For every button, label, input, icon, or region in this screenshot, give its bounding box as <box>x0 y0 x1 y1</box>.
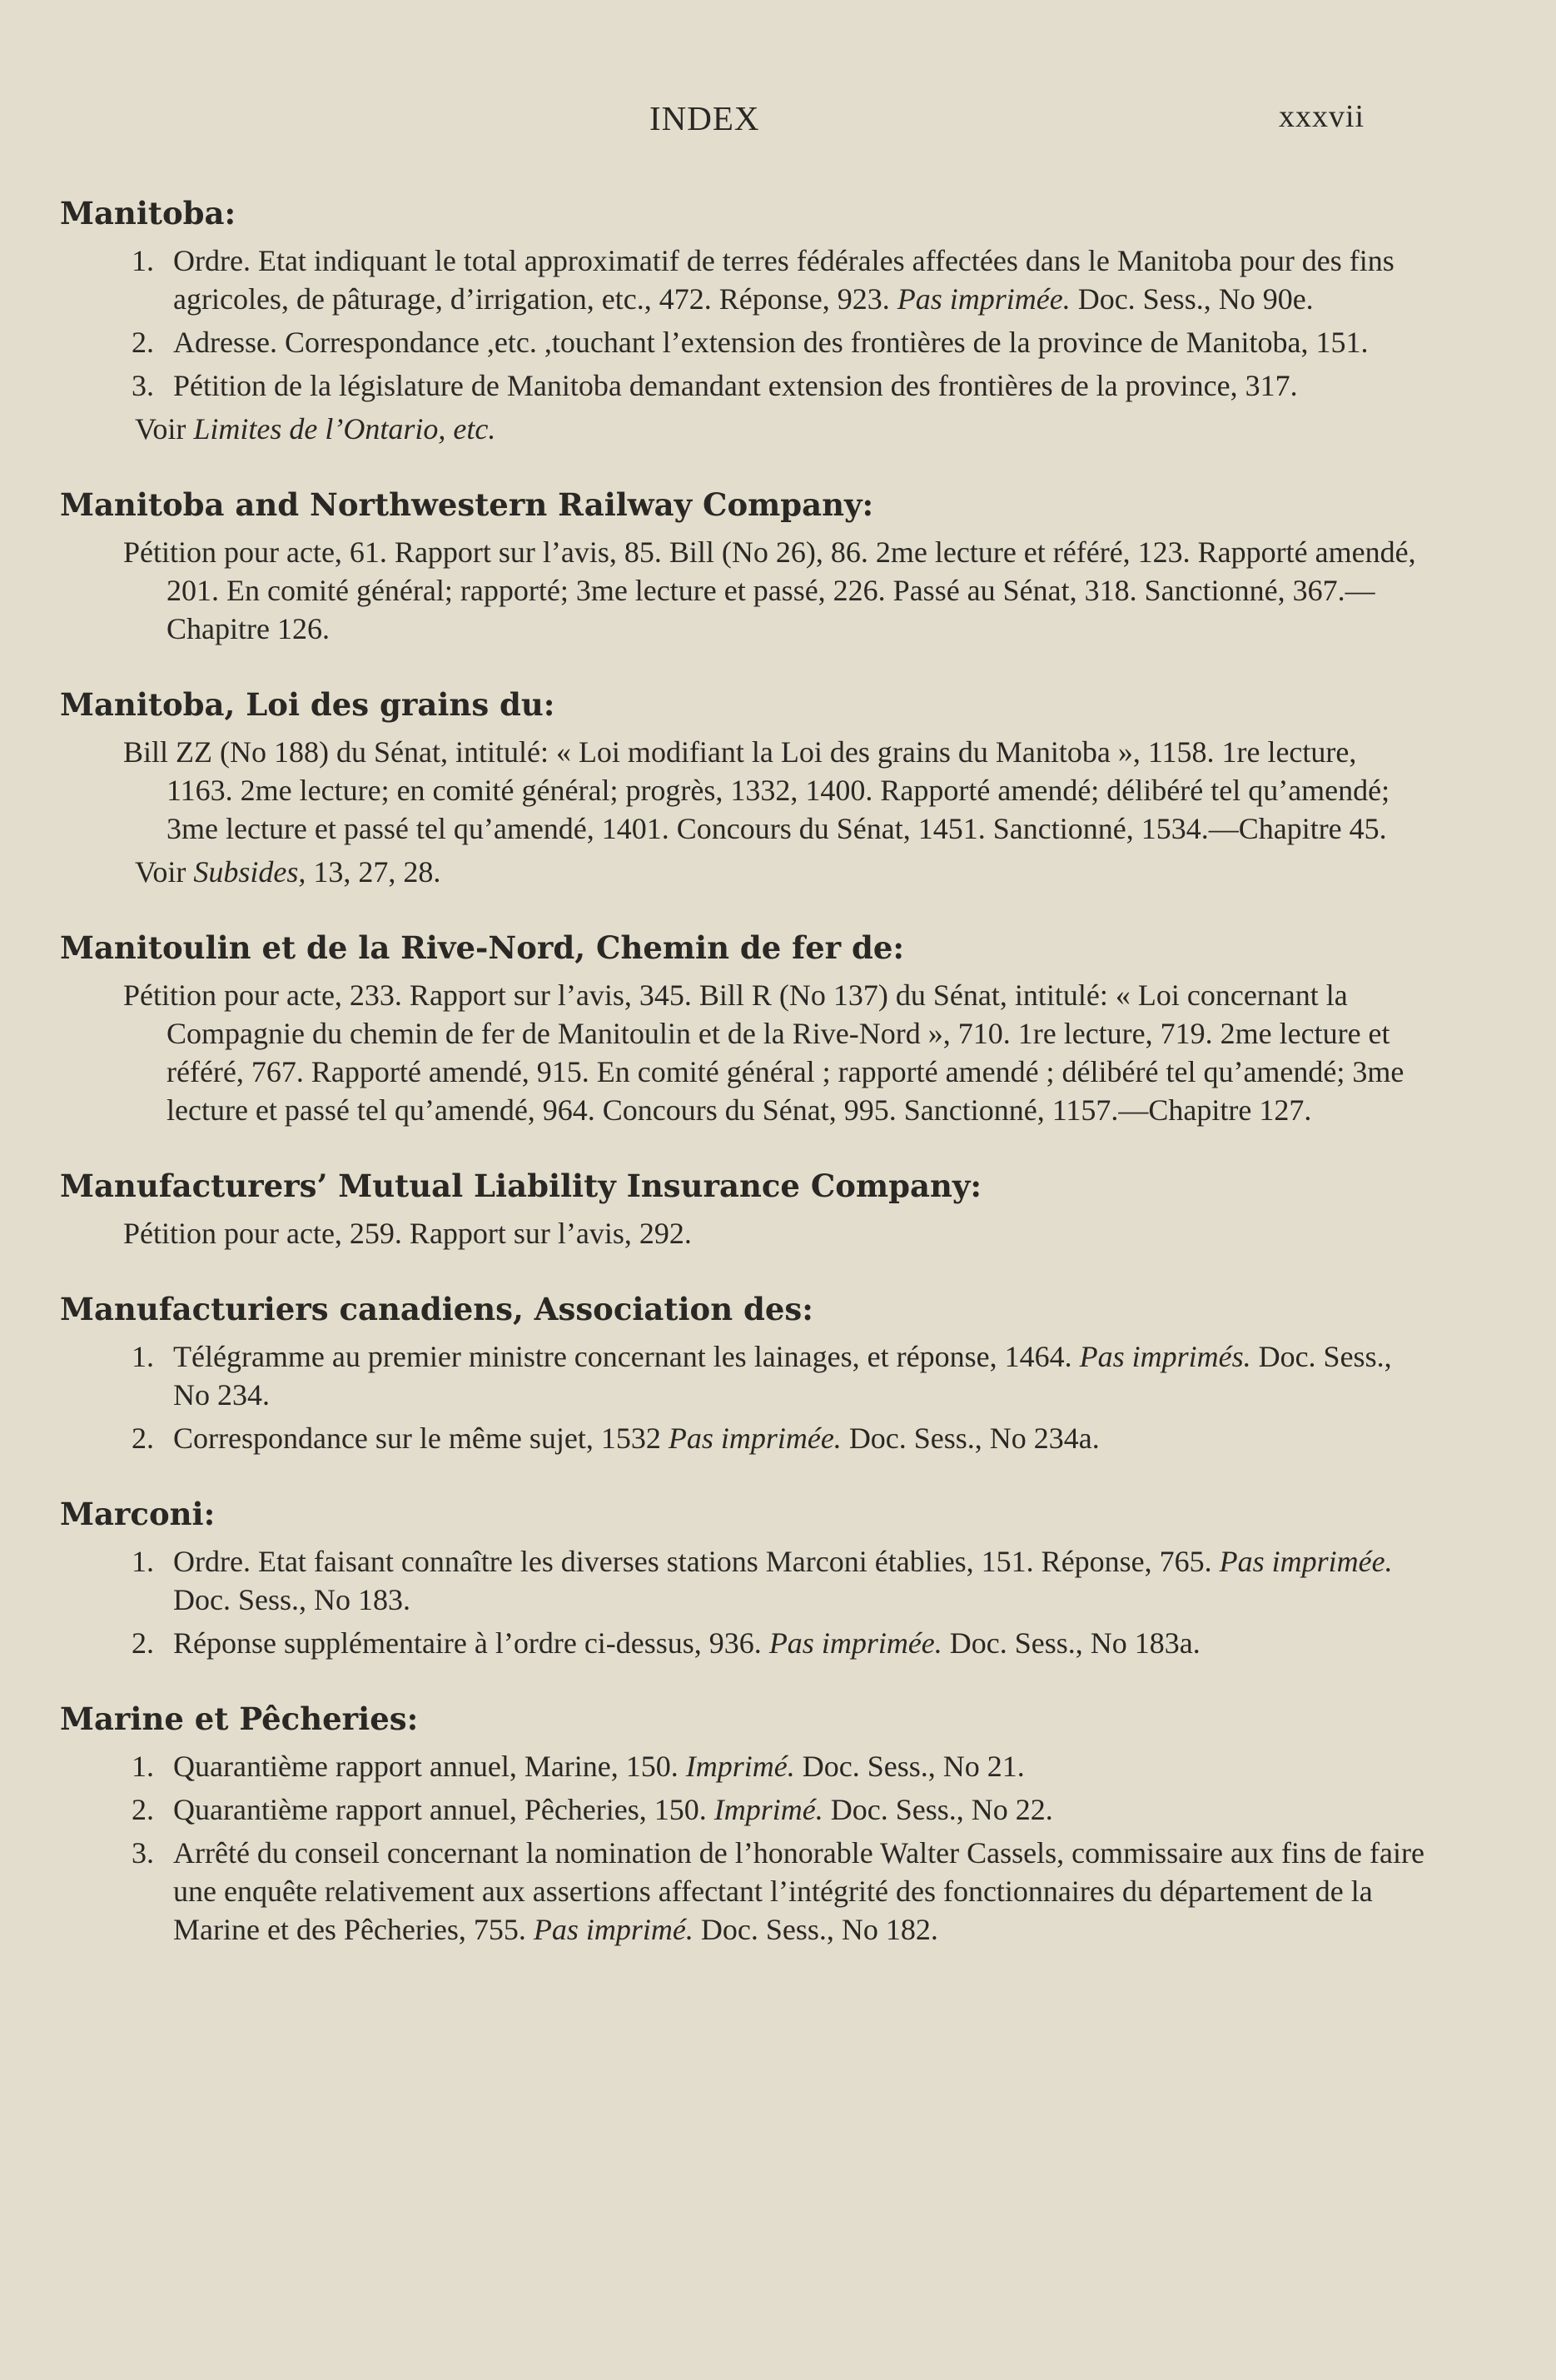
see-also-prefix: Voir <box>135 855 194 889</box>
entry-item <box>60 1624 1425 1662</box>
item-text-main: Ordre. Etat indiquant le total approximatif de terres fédérales affectées dans le Manitoba pour des fins agricoles, de pâturage, d’irrigation, etc., 472. Réponse, 923. <box>173 244 1394 316</box>
see-also-reference: Subsides, <box>193 855 306 889</box>
item-doc-ref: Doc. Sess., No 22. <box>823 1793 1053 1826</box>
item-number: 1. <box>132 1545 154 1578</box>
index-entry <box>60 483 1425 648</box>
item-text <box>173 1419 1425 1457</box>
item-doc-ref: Doc. Sess., No 183a. <box>942 1626 1201 1660</box>
see-also-prefix: Voir <box>135 412 194 446</box>
item-text-main: Arrêté du conseil concernant la nomination de l’honorable Walter Cassels, commissaire aux fins de faire une enquête relativement aux assertions affectant l’intégrité des fonctionnaires du département de la Marine et des Pêcheries, 755. <box>173 1836 1424 1946</box>
entry-item <box>60 241 1425 318</box>
see-also <box>60 410 1425 448</box>
see-also-reference: Limites de l’Ontario, etc. <box>193 412 496 446</box>
see-also-pages: 13, 27, 28. <box>306 855 441 889</box>
index-entry <box>60 683 1425 891</box>
entry-heading: Manufacturiers canadiens, Association des: <box>60 1291 813 1327</box>
entry-heading: Marine et Pêcheries: <box>60 1700 419 1737</box>
entry-item <box>60 1542 1425 1619</box>
item-text <box>173 1747 1425 1785</box>
index-entry <box>60 1164 1425 1252</box>
item-text <box>173 1624 1425 1662</box>
item-text-main: Réponse supplémentaire à l’ordre ci-dessus, 936. <box>173 1626 769 1660</box>
index-entry <box>60 1492 1425 1662</box>
item-text <box>173 366 1425 405</box>
page-header-title: INDEX <box>649 99 760 137</box>
entry-paragraph: Pétition pour acte, 61. Rapport sur l’avis, 85. Bill (No 26), 86. 2me lecture et référé, 123. Rapporté amendé, 201. En comité général; rapporté; 3me lecture et passé, 226. Passé au Sénat, 318. Sanctionné, 367.—Chapitre 126. <box>123 535 1416 645</box>
item-number: 1. <box>132 1750 154 1783</box>
item-text-main: Quarantième rapport annuel, Marine, 150. <box>173 1750 686 1783</box>
item-text <box>173 323 1425 361</box>
item-status: Pas imprimé. <box>533 1913 693 1946</box>
item-doc-ref: Doc. Sess., No 234a. <box>841 1422 1100 1455</box>
index-entry <box>60 1697 1425 1949</box>
item-text-main: Adresse. Correspondance ,etc. ,touchant l’extension des frontières de la province de Manitoba, 151. <box>173 326 1369 359</box>
entry-heading: Manufacturers’ Mutual Liability Insurance Company: <box>60 1168 982 1204</box>
item-number: 1. <box>132 244 154 277</box>
item-status: Pas imprimée. <box>668 1422 842 1455</box>
item-number: 2. <box>132 1422 154 1455</box>
item-doc-ref: Doc. Sess., No 182. <box>693 1913 938 1946</box>
item-status: Imprimé. <box>685 1750 795 1783</box>
item-number: 2. <box>132 1626 154 1660</box>
item-number: 3. <box>132 1836 154 1870</box>
entry-heading: Manitoba, Loi des grains du: <box>60 686 555 723</box>
entry-heading: Marconi: <box>60 1496 216 1532</box>
item-status: Pas imprimés. <box>1079 1340 1251 1373</box>
item-text-main: Correspondance sur le même sujet, 1532 <box>173 1422 669 1455</box>
entry-item <box>60 1419 1425 1457</box>
entry-paragraph: Pétition pour acte, 233. Rapport sur l’avis, 345. Bill R (No 137) du Sénat, intitulé: « Loi concernant la Compagnie du chemin de fer de Manitoulin et de la Rive-Nord », 710. 1re lecture, 719. 2me lecture et référé, 767. Rapporté amendé, 915. En comité général ; rapporté amendé ; délibéré tel qu’amendé; 3me lecture et passé tel qu’amendé, 964. Concours du Sénat, 995. Sanctionné, 1157.—Chapitre 127. <box>123 978 1404 1127</box>
item-status: Imprimé. <box>713 1793 823 1826</box>
index-entry <box>60 926 1425 1129</box>
entry-item <box>60 366 1425 405</box>
item-number: 2. <box>132 326 154 359</box>
entry-item <box>60 1747 1425 1785</box>
item-doc-ref: Doc. Sess., No 21. <box>794 1750 1025 1783</box>
entry-item <box>60 1337 1425 1414</box>
index-body <box>60 192 1425 1984</box>
item-text <box>173 1790 1425 1829</box>
entry-heading: Manitoba: <box>60 195 236 232</box>
item-status: Pas imprimée. <box>768 1626 942 1660</box>
index-entry <box>60 192 1425 448</box>
entry-paragraph: Bill ZZ (No 188) du Sénat, intitulé: « Loi modifiant la Loi des grains du Manitoba », 1158. 1re lecture, 1163. 2me lecture; en comité général; progrès, 1332, 1400. Rapporté amendé; délibéré tel qu’amendé; 3me lecture et passé tel qu’amendé, 1401. Concours du Sénat, 1451. Sanctionné, 1534.—Chapitre 45. <box>123 735 1390 845</box>
entry-heading: Manitoba and Northwestern Railway Company: <box>60 486 874 523</box>
item-doc-ref: Doc. Sess., No 90e. <box>1070 282 1314 316</box>
entry-paragraph: Pétition pour acte, 259. Rapport sur l’avis, 292. <box>123 1217 692 1250</box>
entry-item <box>60 323 1425 361</box>
item-doc-ref: Doc. Sess., No 183. <box>173 1583 410 1616</box>
see-also <box>60 853 1425 891</box>
index-entry <box>60 1287 1425 1457</box>
entry-item <box>60 1790 1425 1829</box>
item-text-main: Quarantième rapport annuel, Pêcheries, 150. <box>173 1793 714 1826</box>
entry-item <box>60 1834 1425 1949</box>
page-number: xxxvii <box>1279 99 1365 134</box>
item-text-main: Ordre. Etat faisant connaître les diverses stations Marconi établies, 151. Réponse, 765. <box>173 1545 1220 1578</box>
item-text <box>173 1337 1425 1414</box>
item-number: 3. <box>132 369 154 402</box>
entry-heading: Manitoulin et de la Rive-Nord, Chemin de fer de: <box>60 929 905 966</box>
item-text-main: Pétition de la législature de Manitoba demandant extension des frontières de la province, 317. <box>173 369 1298 402</box>
item-text <box>173 1542 1425 1619</box>
item-status: Pas imprimée. <box>897 282 1071 316</box>
item-text-main: Télégramme au premier ministre concernant les lainages, et réponse, 1464. <box>173 1340 1080 1373</box>
item-text <box>173 241 1425 318</box>
item-doc-ref: Doc. Sess., No 234. <box>173 1340 1392 1412</box>
item-number: 1. <box>132 1340 154 1373</box>
item-number: 2. <box>132 1793 154 1826</box>
item-status: Pas imprimée. <box>1219 1545 1393 1578</box>
item-text <box>173 1834 1425 1949</box>
